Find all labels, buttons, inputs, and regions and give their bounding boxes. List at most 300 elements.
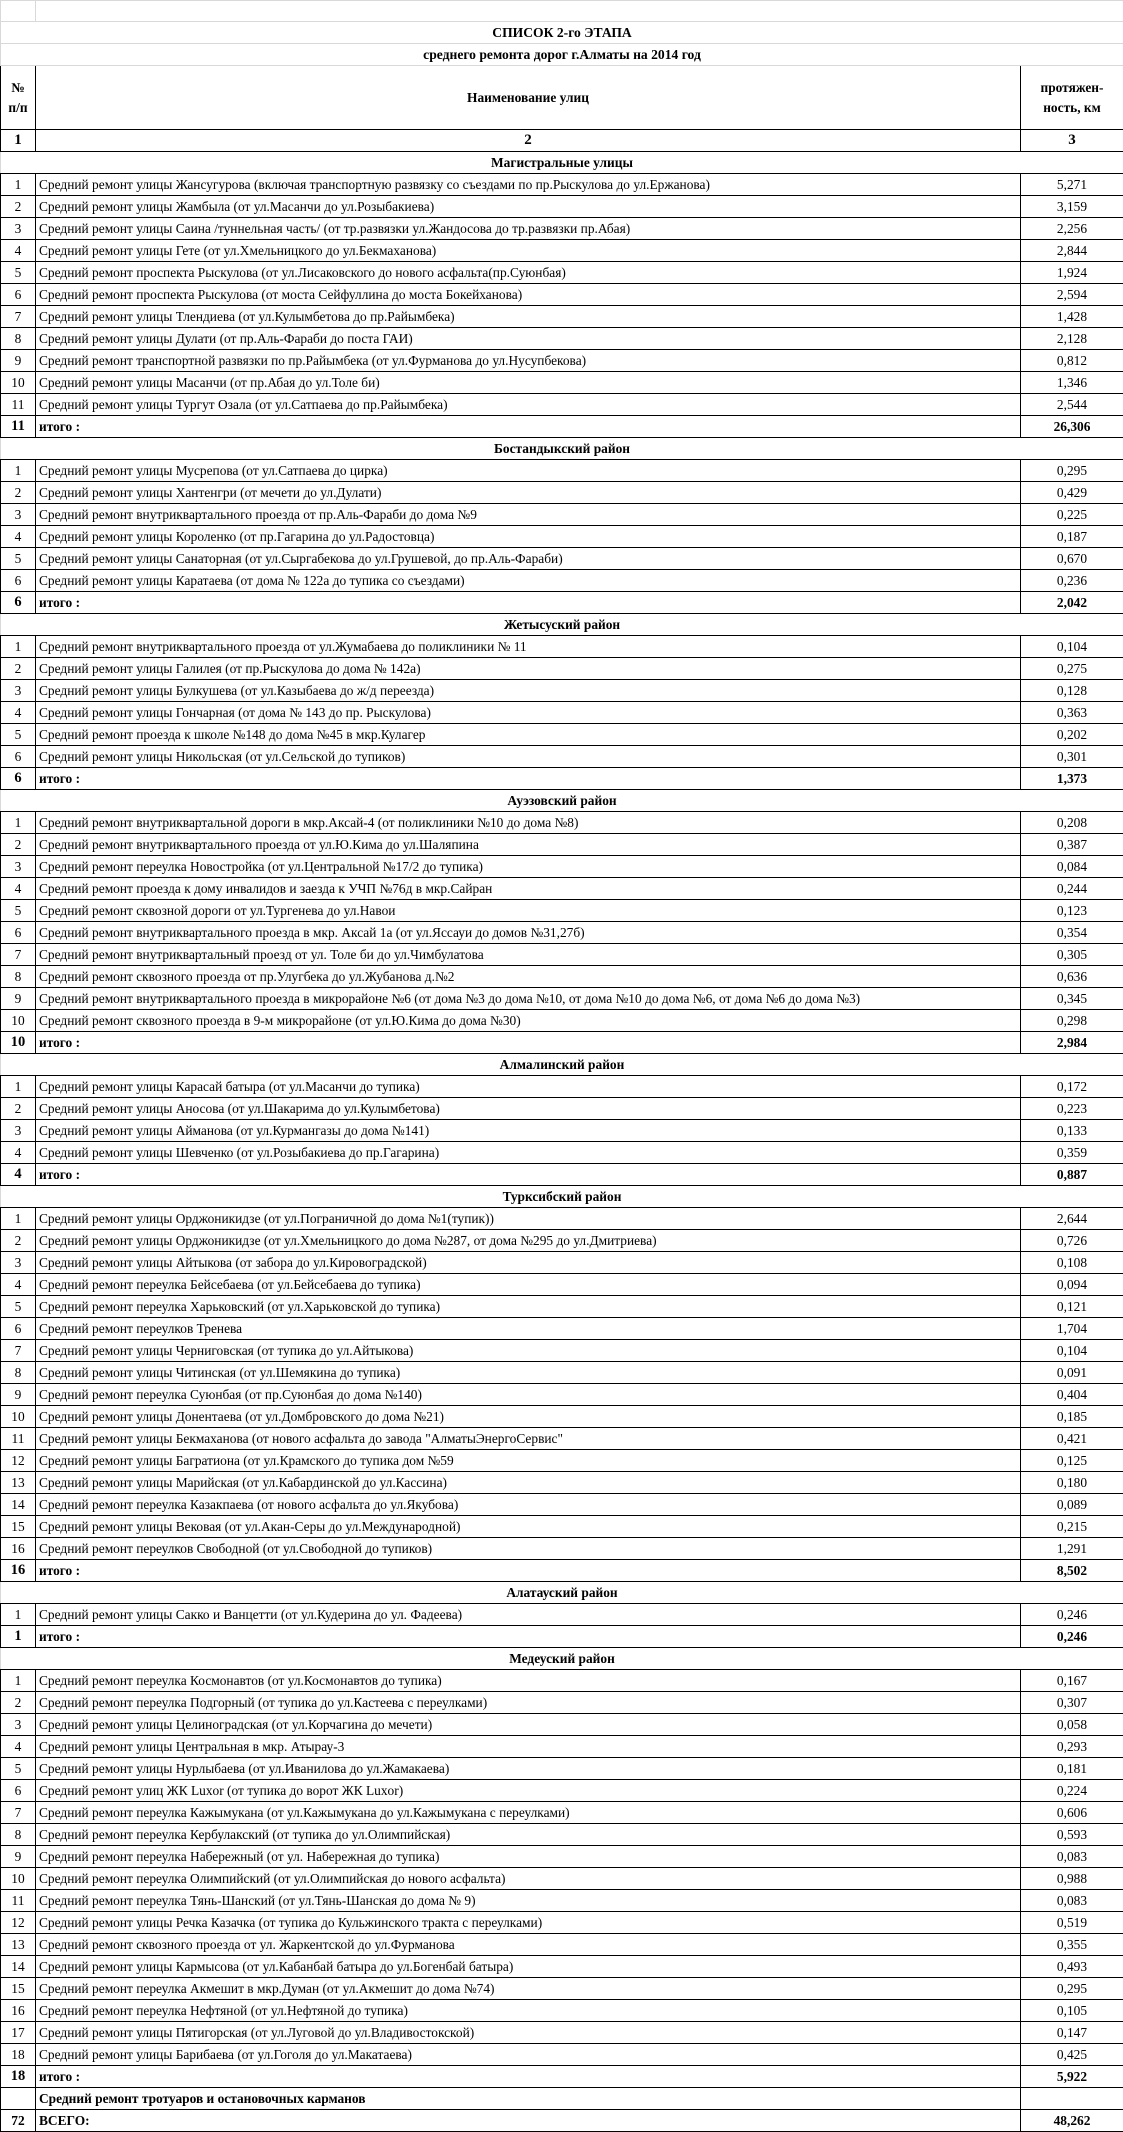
length-km: 1,291 (1021, 1538, 1123, 1560)
table-row (1, 1076, 1123, 1098)
table-row (1, 1824, 1123, 1846)
table-row (1, 1494, 1123, 1516)
row-number: 8 (1, 1362, 36, 1384)
table-row (1, 1252, 1123, 1274)
length-km: 0,363 (1021, 702, 1123, 724)
street-name: Средний ремонт улицы Шевченко (от ул.Розыбакиева до пр.Гагарина) (36, 1142, 1021, 1164)
street-name: Средний ремонт сквозного проезда от пр.Улугбека до ул.Жубанова д.№2 (36, 966, 1021, 988)
street-name: Средний ремонт улицы Булкушева (от ул.Казыбаева до ж/д переезда) (36, 680, 1021, 702)
table-row (1, 944, 1123, 966)
total-km: 5,922 (1021, 2066, 1123, 2088)
row-number: 6 (1, 284, 36, 306)
street-name: Средний ремонт улицы Бекмаханова (от нового асфальта до завода "АлматыЭнергоСервис" (36, 1428, 1021, 1450)
length-km: 1,704 (1021, 1318, 1123, 1340)
row-number: 4 (1, 702, 36, 724)
column-number: 3 (1021, 130, 1123, 152)
street-name: Средний ремонт улицы Саина /туннельная часть/ (от тр.развязки ул.Жандосова до тр.развязки пр.Абая) (36, 218, 1021, 240)
grand-total-label: ВСЕГО: (36, 2110, 1021, 2132)
street-name: Средний ремонт улицы Донентаева (от ул.Домбровского до дома №21) (36, 1406, 1021, 1428)
table-row (1, 394, 1123, 416)
row-number (1, 2088, 36, 2110)
total-km: 8,502 (1021, 1560, 1123, 1582)
section-title: Алмалинский район (1, 1054, 1123, 1076)
street-name: Средний ремонт проезда к дому инвалидов и заезда к УЧП №76д в мкр.Сайран (36, 878, 1021, 900)
total-count: 11 (1, 416, 36, 438)
table-row (1, 2000, 1123, 2022)
street-name: Средний ремонт проезда к школе №148 до дома №45 в мкр.Кулагер (36, 724, 1021, 746)
table-row (1, 680, 1123, 702)
street-name: Средний ремонт улицы Пятигорская (от ул.Луговой до ул.Владивостокской) (36, 2022, 1021, 2044)
row-number: 14 (1, 1956, 36, 1978)
row-number: 2 (1, 834, 36, 856)
table-row (1, 1208, 1123, 1230)
street-name: Средний ремонт переулка Суюнбая (от пр.Суюнбая до дома №140) (36, 1384, 1021, 1406)
row-number: 17 (1, 2022, 36, 2044)
length-km: 0,083 (1021, 1890, 1123, 1912)
street-name: Средний ремонт внутриквартального проезда в микрорайоне №6 (от дома №3 до дома №10, от дома №10 до дома №6, от дома №6 до дома №3) (36, 988, 1021, 1010)
row-number: 1 (1, 174, 36, 196)
section-total-row (1, 416, 1123, 438)
length-km: 0,345 (1021, 988, 1123, 1010)
row-number: 1 (1, 1076, 36, 1098)
length-km: 2,644 (1021, 1208, 1123, 1230)
row-number: 3 (1, 1252, 36, 1274)
row-number: 12 (1, 1450, 36, 1472)
section-title: Алатауский район (1, 1582, 1123, 1604)
length-km: 0,355 (1021, 1934, 1123, 1956)
table-row (1, 1098, 1123, 1120)
table-row (1, 636, 1123, 658)
length-km: 0,301 (1021, 746, 1123, 768)
table-row (1, 1010, 1123, 1032)
document-subtitle: среднего ремонта дорог г.Алматы на 2014 год (1, 44, 1123, 66)
section-total-row (1, 1626, 1123, 1648)
total-label: итого : (36, 592, 1021, 614)
row-number: 3 (1, 218, 36, 240)
table-row (1, 1450, 1123, 1472)
row-number: 4 (1, 1274, 36, 1296)
length-km: 1,924 (1021, 262, 1123, 284)
length-km: 0,246 (1021, 1604, 1123, 1626)
length-km: 0,181 (1021, 1758, 1123, 1780)
row-number: 1 (1, 460, 36, 482)
section-title: Бостандыкский район (1, 438, 1123, 460)
total-label: итого : (36, 1032, 1021, 1054)
row-number: 4 (1, 1142, 36, 1164)
blank-row (1, 1, 1123, 22)
street-name: Средний ремонт улицы Тургут Озала (от ул.Сатпаева до пр.Райымбека) (36, 394, 1021, 416)
row-number: 15 (1, 1516, 36, 1538)
row-number: 13 (1, 1934, 36, 1956)
length-km: 0,636 (1021, 966, 1123, 988)
street-name: Средний ремонт сквозного проезда от ул. Жаркентской до ул.Фурманова (36, 1934, 1021, 1956)
section-header-row (1, 1648, 1123, 1670)
street-name: Средний ремонт переулка Акмешит в мкр.Думан (от ул.Акмешит до дома №74) (36, 1978, 1021, 2000)
table-row (1, 570, 1123, 592)
length-km: 0,208 (1021, 812, 1123, 834)
street-name: Средний ремонт улицы Хантенгри (от мечети до ул.Дулати) (36, 482, 1021, 504)
street-name: Средний ремонт улицы Каратаева (от дома № 122а до тупика со съездами) (36, 570, 1021, 592)
row-number: 2 (1, 196, 36, 218)
table-row (1, 922, 1123, 944)
title-row (1, 22, 1123, 44)
row-number: 4 (1, 526, 36, 548)
sidewalks-label: Средний ремонт тротуаров и остановочных карманов (36, 2088, 1021, 2110)
row-number: 3 (1, 504, 36, 526)
street-name: Средний ремонт внутриквартальный проезд от ул. Толе би до ул.Чимбулатова (36, 944, 1021, 966)
total-label: итого : (36, 1164, 1021, 1186)
length-km: 0,083 (1021, 1846, 1123, 1868)
table-row (1, 966, 1123, 988)
street-name: Средний ремонт переулка Кербулакский (от тупика до ул.Олимпийская) (36, 1824, 1021, 1846)
section-header-row (1, 614, 1123, 636)
table-row (1, 746, 1123, 768)
length-km: 0,084 (1021, 856, 1123, 878)
row-number: 3 (1, 680, 36, 702)
section-header-row (1, 438, 1123, 460)
table-row (1, 1472, 1123, 1494)
street-name: Средний ремонт переулка Подгорный (от тупика до ул.Кастеева с переулками) (36, 1692, 1021, 1714)
row-number: 5 (1, 262, 36, 284)
street-name: Средний ремонт улицы Орджоникидзе (от ул.Пограничной до дома №1(тупик)) (36, 1208, 1021, 1230)
row-number: 18 (1, 2044, 36, 2066)
section-total-row (1, 592, 1123, 614)
length-km: 0,354 (1021, 922, 1123, 944)
row-number: 2 (1, 482, 36, 504)
length-km: 0,593 (1021, 1824, 1123, 1846)
length-km: 0,519 (1021, 1912, 1123, 1934)
table-row (1, 856, 1123, 878)
street-name: Средний ремонт переулка Кажымукана (от ул.Кажымукана до ул.Кажымукана с переулками) (36, 1802, 1021, 1824)
length-km: 0,108 (1021, 1252, 1123, 1274)
table-row (1, 218, 1123, 240)
street-name: Средний ремонт улицы Санаторная (от ул.Сыргабекова до ул.Грушевой, до пр.Аль-Фараби) (36, 548, 1021, 570)
length-km: 0,133 (1021, 1120, 1123, 1142)
row-number: 11 (1, 1890, 36, 1912)
row-number: 6 (1, 570, 36, 592)
length-km: 0,305 (1021, 944, 1123, 966)
table-row (1, 1604, 1123, 1626)
row-number: 6 (1, 746, 36, 768)
table-row (1, 328, 1123, 350)
length-km: 0,224 (1021, 1780, 1123, 1802)
street-name: Средний ремонт улицы Читинская (от ул.Шемякина до тупика) (36, 1362, 1021, 1384)
table-row (1, 988, 1123, 1010)
street-name: Средний ремонт переулка Харьковский (от ул.Харьковской до тупика) (36, 1296, 1021, 1318)
length-km: 1,428 (1021, 306, 1123, 328)
length-km: 2,844 (1021, 240, 1123, 262)
section-total-row (1, 1032, 1123, 1054)
length-km: 0,293 (1021, 1736, 1123, 1758)
length-km: 0,123 (1021, 900, 1123, 922)
street-name: Средний ремонт улицы Никольская (от ул.Сельской до тупиков) (36, 746, 1021, 768)
table-row (1, 306, 1123, 328)
length-km: 0,726 (1021, 1230, 1123, 1252)
row-number: 12 (1, 1912, 36, 1934)
length-km: 0,236 (1021, 570, 1123, 592)
length-km: 0,988 (1021, 1868, 1123, 1890)
column-number-row (1, 130, 1123, 152)
total-km: 2,042 (1021, 592, 1123, 614)
length-km: 0,091 (1021, 1362, 1123, 1384)
row-number: 9 (1, 350, 36, 372)
row-number: 9 (1, 988, 36, 1010)
table-row (1, 482, 1123, 504)
row-number: 1 (1, 1670, 36, 1692)
table-row (1, 1868, 1123, 1890)
row-number: 5 (1, 900, 36, 922)
row-number: 5 (1, 1296, 36, 1318)
column-number: 2 (36, 130, 1021, 152)
section-title: Жетысуский район (1, 614, 1123, 636)
total-label: итого : (36, 1560, 1021, 1582)
table-row (1, 1538, 1123, 1560)
total-count: 18 (1, 2066, 36, 2088)
length-km: 2,256 (1021, 218, 1123, 240)
row-number: 2 (1, 1692, 36, 1714)
row-number: 8 (1, 966, 36, 988)
row-number: 5 (1, 724, 36, 746)
street-name: Средний ремонт улицы Вековая (от ул.Акан-Серы до ул.Международной) (36, 1516, 1021, 1538)
row-number: 6 (1, 1780, 36, 1802)
length-km (1021, 2088, 1123, 2110)
length-km: 2,594 (1021, 284, 1123, 306)
length-km: 1,346 (1021, 372, 1123, 394)
street-name: Средний ремонт улицы Нурлыбаева (от ул.Иванилова до ул.Жамакаева) (36, 1758, 1021, 1780)
section-total-row (1, 2066, 1123, 2088)
row-number: 11 (1, 1428, 36, 1450)
row-number: 7 (1, 1802, 36, 1824)
cell[interactable] (1, 1, 36, 22)
row-number: 10 (1, 372, 36, 394)
row-number: 6 (1, 1318, 36, 1340)
length-km: 0,225 (1021, 504, 1123, 526)
row-number: 8 (1, 328, 36, 350)
row-number: 3 (1, 856, 36, 878)
table-row (1, 1934, 1123, 1956)
table-row (1, 702, 1123, 724)
section-total-row (1, 1164, 1123, 1186)
total-label: итого : (36, 416, 1021, 438)
table-row (1, 1714, 1123, 1736)
section-header-row (1, 790, 1123, 812)
street-name: Средний ремонт улицы Короленко (от пр.Гагарина до ул.Радостовца) (36, 526, 1021, 548)
row-number: 4 (1, 1736, 36, 1758)
street-name: Средний ремонт сквозной дороги от ул.Тургенева до ул.Навои (36, 900, 1021, 922)
street-name: Средний ремонт транспортной развязки по пр.Райымбека (от ул.Фурманова до ул.Нусупбекова) (36, 350, 1021, 372)
total-count: 10 (1, 1032, 36, 1054)
table-row (1, 1758, 1123, 1780)
table-row (1, 2044, 1123, 2066)
row-number: 10 (1, 1406, 36, 1428)
street-name: Средний ремонт улицы Марийская (от ул.Кабардинской до ул.Кассина) (36, 1472, 1021, 1494)
length-km: 0,089 (1021, 1494, 1123, 1516)
length-km: 0,421 (1021, 1428, 1123, 1450)
table-row (1, 240, 1123, 262)
street-name: Средний ремонт проспекта Рыскулова (от моста Сейфуллина до моста Бокейханова) (36, 284, 1021, 306)
length-km: 0,425 (1021, 2044, 1123, 2066)
section-title: Магистральные улицы (1, 152, 1123, 174)
street-name: Средний ремонт переулка Бейсебаева (от ул.Бейсебаева до тупика) (36, 1274, 1021, 1296)
row-number: 1 (1, 636, 36, 658)
street-name: Средний ремонт улицы Галилея (от пр.Рыскулова до дома № 142а) (36, 658, 1021, 680)
table-row (1, 174, 1123, 196)
table-row (1, 350, 1123, 372)
length-km: 0,104 (1021, 636, 1123, 658)
row-number: 7 (1, 1340, 36, 1362)
total-label: итого : (36, 768, 1021, 790)
table-row (1, 284, 1123, 306)
grand-total-km: 48,262 (1021, 2110, 1123, 2132)
column-number: 1 (1, 130, 36, 152)
street-name: Средний ремонт переулка Тянь-Шанский (от ул.Тянь-Шанская до дома № 9) (36, 1890, 1021, 1912)
table-row (1, 900, 1123, 922)
street-name: Средний ремонт улицы Масанчи (от пр.Абая до ул.Толе би) (36, 372, 1021, 394)
total-km: 0,887 (1021, 1164, 1123, 1186)
row-number: 2 (1, 1098, 36, 1120)
sidewalks-row (1, 2088, 1123, 2110)
length-km: 0,125 (1021, 1450, 1123, 1472)
row-number: 7 (1, 306, 36, 328)
length-km: 0,223 (1021, 1098, 1123, 1120)
street-name: Средний ремонт улицы Гете (от ул.Хмельницкого до ул.Бекмаханова) (36, 240, 1021, 262)
row-number: 14 (1, 1494, 36, 1516)
street-name: Средний ремонт внутриквартального проезда в мкр. Аксай 1а (от ул.Яссауи до домов №31,27б) (36, 922, 1021, 944)
grand-total-row (1, 2110, 1123, 2132)
street-name: Средний ремонт внутриквартальной дороги в мкр.Аксай-4 (от поликлиники №10 до дома №8) (36, 812, 1021, 834)
table-row (1, 1142, 1123, 1164)
street-name: Средний ремонт улицы Айтыкова (от забора до ул.Кировоградской) (36, 1252, 1021, 1274)
length-km: 0,244 (1021, 878, 1123, 900)
total-count: 4 (1, 1164, 36, 1186)
table-row (1, 1890, 1123, 1912)
street-name: Средний ремонт переулка Набережный (от ул. Набережная до тупика) (36, 1846, 1021, 1868)
row-number: 15 (1, 1978, 36, 2000)
header-row (1, 66, 1123, 130)
table-row (1, 1846, 1123, 1868)
length-km: 0,295 (1021, 1978, 1123, 2000)
row-number: 10 (1, 1010, 36, 1032)
street-name: Средний ремонт улицы Целиноградская (от ул.Корчагина до мечети) (36, 1714, 1021, 1736)
table-row (1, 1406, 1123, 1428)
section-title: Турксибский район (1, 1186, 1123, 1208)
length-km: 0,180 (1021, 1472, 1123, 1494)
table-row (1, 1274, 1123, 1296)
table-row (1, 1802, 1123, 1824)
cell[interactable] (36, 1, 1123, 22)
street-name: Средний ремонт улицы Кармысова (от ул.Кабанбай батыра до ул.Богенбай батыра) (36, 1956, 1021, 1978)
street-name: Средний ремонт улицы Барибаева (от ул.Гоголя до ул.Макатаева) (36, 2044, 1021, 2066)
section-total-row (1, 1560, 1123, 1582)
table-row (1, 834, 1123, 856)
table-row (1, 1120, 1123, 1142)
section-title: Ауэзовский район (1, 790, 1123, 812)
section-header-row (1, 1054, 1123, 1076)
table-row (1, 1956, 1123, 1978)
street-name: Средний ремонт улицы Орджоникидзе (от ул.Хмельницкого до дома №287, от дома №295 до ул.Дмитриева) (36, 1230, 1021, 1252)
row-number: 16 (1, 2000, 36, 2022)
length-km: 3,159 (1021, 196, 1123, 218)
street-name: Средний ремонт переулка Космонавтов (от ул.Космонавтов до тупика) (36, 1670, 1021, 1692)
row-number: 6 (1, 922, 36, 944)
street-name: Средний ремонт переулка Нефтяной (от ул.Нефтяной до тупика) (36, 2000, 1021, 2022)
row-number: 16 (1, 1538, 36, 1560)
table-row (1, 658, 1123, 680)
row-number: 9 (1, 1846, 36, 1868)
row-number: 3 (1, 1120, 36, 1142)
total-km: 1,373 (1021, 768, 1123, 790)
street-name: Средний ремонт внутриквартального проезда от пр.Аль-Фараби до дома №9 (36, 504, 1021, 526)
street-name: Средний ремонт сквозного проезда в 9-м микрорайоне (от ул.Ю.Кима до дома №30) (36, 1010, 1021, 1032)
length-km: 0,387 (1021, 834, 1123, 856)
street-name: Средний ремонт улицы Сакко и Ванцетти (от ул.Кудерина до ул. Фадеева) (36, 1604, 1021, 1626)
street-name: Средний ремонт переулков Свободной (от ул.Свободной до тупиков) (36, 1538, 1021, 1560)
section-title: Медеуский район (1, 1648, 1123, 1670)
length-km: 0,185 (1021, 1406, 1123, 1428)
length-km: 0,606 (1021, 1802, 1123, 1824)
table-row (1, 1692, 1123, 1714)
table-row (1, 460, 1123, 482)
total-count: 6 (1, 592, 36, 614)
table-row (1, 1384, 1123, 1406)
section-total-row (1, 768, 1123, 790)
total-label: итого : (36, 1626, 1021, 1648)
length-km: 0,215 (1021, 1516, 1123, 1538)
street-name: Средний ремонт улиц ЖК Luxor (от тупика до ворот ЖК Luxor) (36, 1780, 1021, 1802)
length-km: 0,094 (1021, 1274, 1123, 1296)
length-km: 0,128 (1021, 680, 1123, 702)
table-row (1, 724, 1123, 746)
street-name: Средний ремонт улицы Айманова (от ул.Курмангазы до дома №141) (36, 1120, 1021, 1142)
table-row (1, 1670, 1123, 1692)
table-row (1, 1912, 1123, 1934)
row-number: 11 (1, 394, 36, 416)
length-km: 0,429 (1021, 482, 1123, 504)
row-number: 13 (1, 1472, 36, 1494)
street-name: Средний ремонт улицы Черниговская (от тупика до ул.Айтыкова) (36, 1340, 1021, 1362)
total-count: 16 (1, 1560, 36, 1582)
table-row (1, 1230, 1123, 1252)
row-number: 9 (1, 1384, 36, 1406)
section-header-row (1, 1582, 1123, 1604)
street-name: Средний ремонт улицы Тлендиева (от ул.Кулымбетова до пр.Райымбека) (36, 306, 1021, 328)
row-number: 2 (1, 1230, 36, 1252)
street-name: Средний ремонт улицы Карасай батыра (от ул.Масанчи до тупика) (36, 1076, 1021, 1098)
document-title: СПИСОК 2-го ЭТАПА (1, 22, 1123, 44)
row-number: 3 (1, 1714, 36, 1736)
row-number: 1 (1, 1604, 36, 1626)
length-km: 0,298 (1021, 1010, 1123, 1032)
row-number: 1 (1, 1208, 36, 1230)
table-row (1, 262, 1123, 284)
length-km: 0,202 (1021, 724, 1123, 746)
length-km: 0,058 (1021, 1714, 1123, 1736)
table-row (1, 1296, 1123, 1318)
header-km: протяжен-ность, км (1021, 66, 1123, 130)
length-km: 0,187 (1021, 526, 1123, 548)
table-row (1, 2022, 1123, 2044)
total-km: 2,984 (1021, 1032, 1123, 1054)
table-row (1, 196, 1123, 218)
table-row (1, 526, 1123, 548)
table-row (1, 1736, 1123, 1758)
total-count: 6 (1, 768, 36, 790)
section-header-row (1, 1186, 1123, 1208)
street-name: Средний ремонт переулка Новостройка (от ул.Центральной №17/2 до тупика) (36, 856, 1021, 878)
table-row (1, 1318, 1123, 1340)
row-number: 2 (1, 658, 36, 680)
street-name: Средний ремонт внутриквартального проезда от ул.Ю.Кима до ул.Шаляпина (36, 834, 1021, 856)
